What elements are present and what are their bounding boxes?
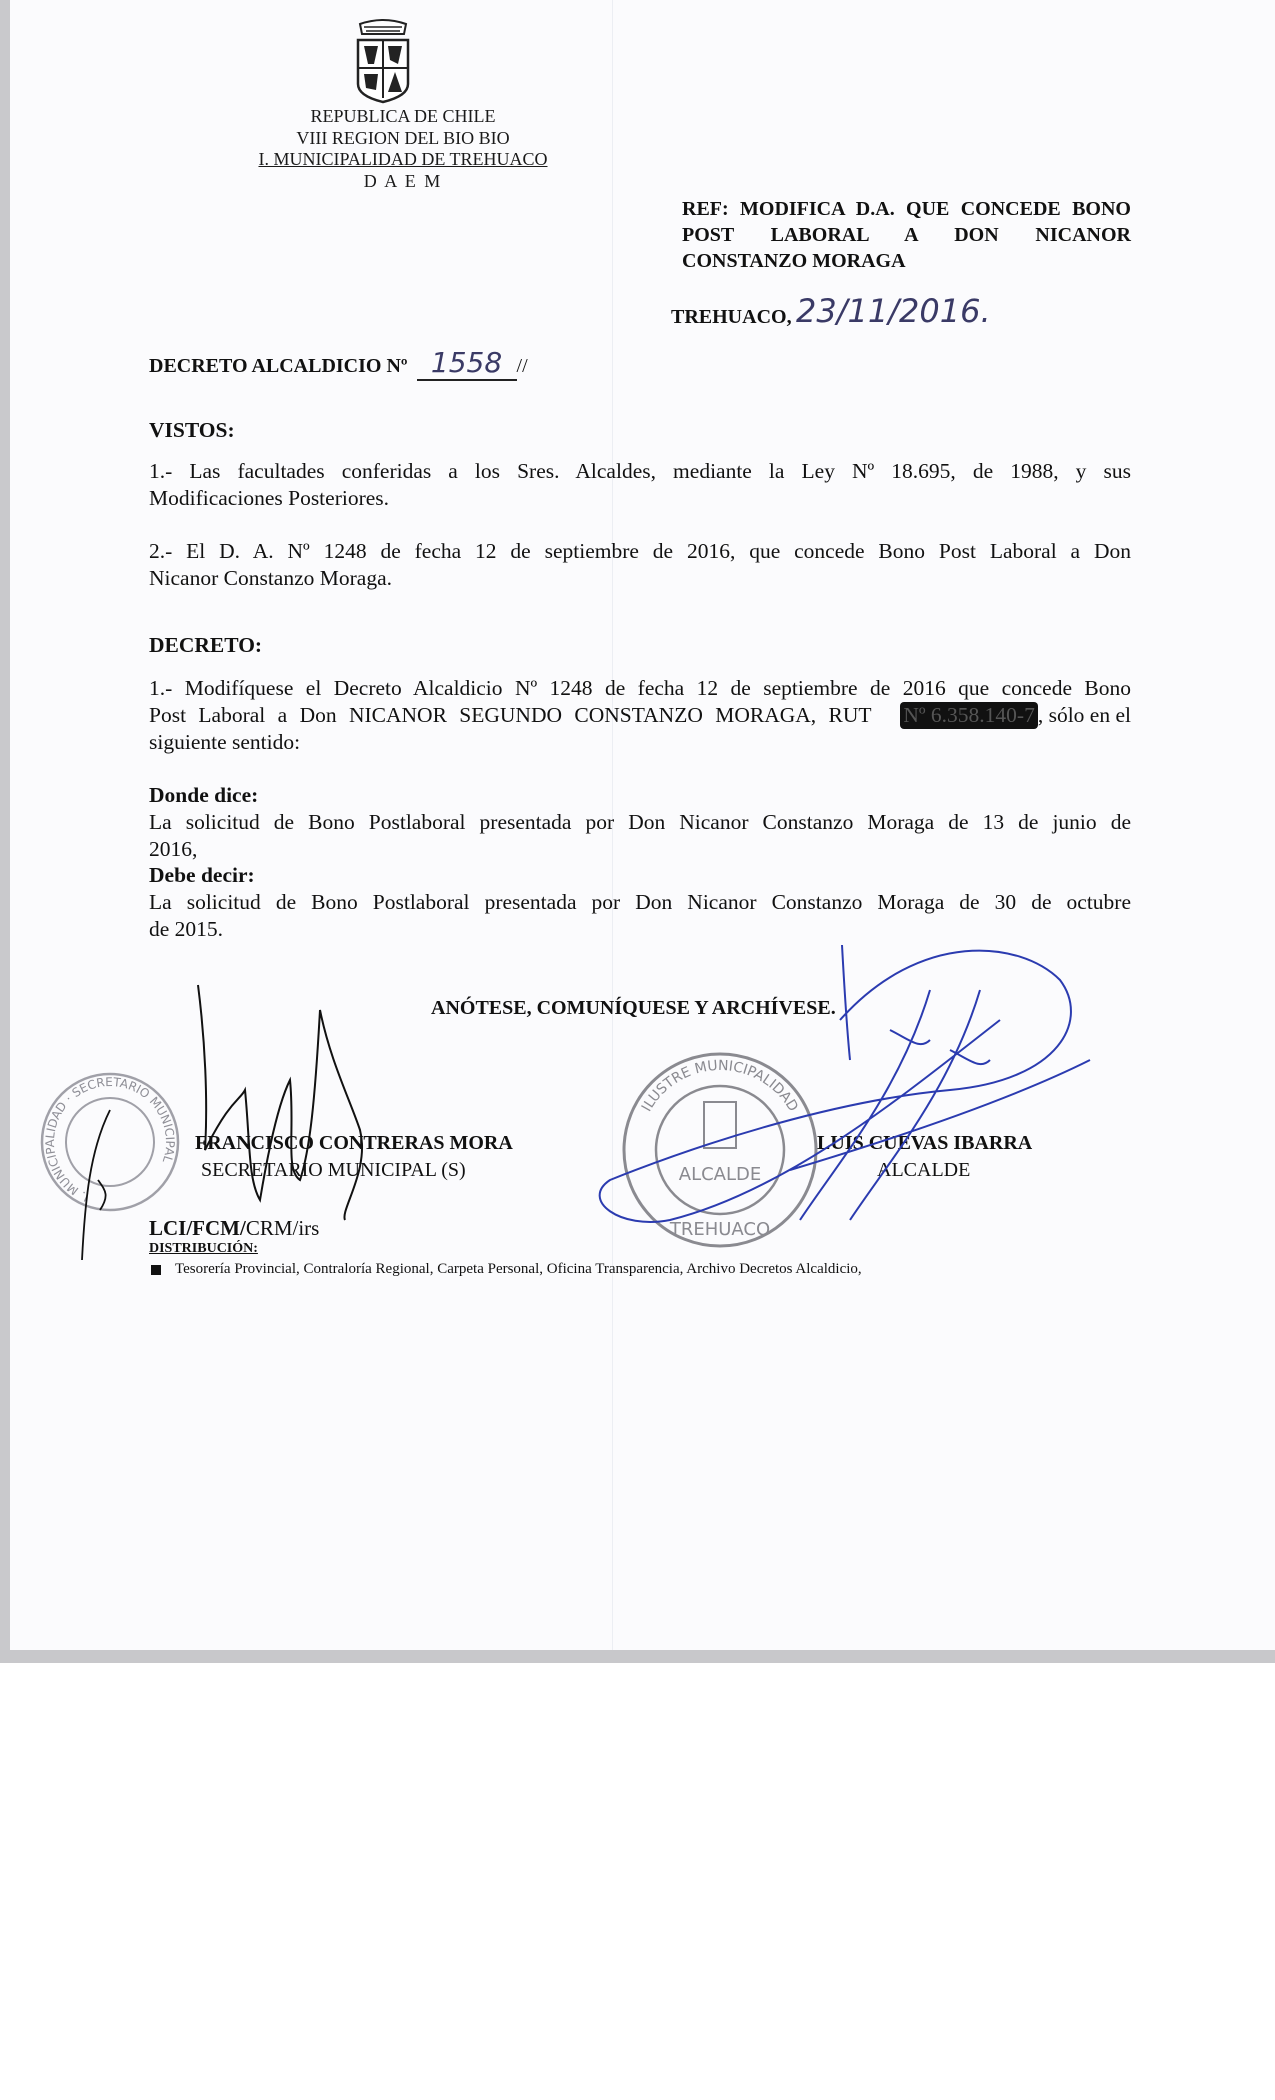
left-signatory-name: FRANCISCO CONTRERAS MORA — [195, 1132, 513, 1154]
redacted-rut: Nº 6.358.140-7 — [900, 702, 1037, 729]
distribution-title: DISTRIBUCIÓN: — [149, 1241, 258, 1256]
header-republica: REPUBLICA DE CHILE — [310, 106, 496, 126]
handwritten-date: 23/11/2016. — [796, 292, 991, 330]
decree-number-handwritten: 1558 — [417, 346, 517, 381]
vistos-item-1-line-1: 1.- Las facultades conferidas a los Sres. Alcaldes, mediante la Ley Nº 18.695, de 1988, y sus — [149, 459, 1131, 483]
decreto-item-1-line-3: siguiente sentido: — [149, 730, 301, 754]
mayor-signature — [590, 940, 1130, 1270]
right-signatory-name: LUIS CUEVAS IBARRA — [817, 1132, 1033, 1154]
donde-dice-title: Donde dice: — [149, 783, 259, 807]
initials-rest: CRM/irs — [245, 1216, 320, 1240]
coat-of-arms-icon — [352, 18, 414, 104]
debe-decir-line-2: de 2015. — [149, 917, 224, 941]
stamp-bottom-text: TREHUACO — [669, 1219, 771, 1240]
distribution-list: Tesorería Provincial, Contraloría Regional, Carpeta Personal, Oficina Transparencia, Archivo Decretos Alcaldicio, — [175, 1261, 862, 1277]
initials-bold: LCI/FCM/ — [149, 1216, 246, 1240]
decreto-title: DECRETO: — [149, 633, 263, 657]
distribution-item — [151, 1261, 862, 1278]
ref-line-3: CONSTANZO MORAGA — [682, 250, 906, 272]
decreto-item-1-line-1: 1.- Modifíquese el Decreto Alcaldicio Nº 1248 de fecha 12 de septiembre de 2016 que concede Bono — [149, 676, 1131, 700]
stamp-inner-text: ALCALDE — [678, 1164, 762, 1185]
donde-dice-line-2: 2016, — [149, 837, 198, 861]
header-region: VIII REGION DEL BIO BIO — [296, 128, 510, 148]
ref-line-1: REF: MODIFICA D.A. QUE CONCEDE BONO — [682, 198, 1131, 220]
vistos-title: VISTOS: — [149, 418, 235, 442]
debe-decir-title: Debe decir: — [149, 863, 255, 887]
right-signatory-title: ALCALDE — [877, 1159, 971, 1181]
ref-line-2: POST LABORAL A DON NICANOR — [682, 224, 1131, 246]
donde-dice-line-1: La solicitud de Bono Postlaboral presentada por Don Nicanor Constanzo Moraga de 13 de junio de — [149, 810, 1131, 834]
vistos-item-1-line-2: Modificaciones Posteriores. — [149, 486, 390, 510]
decree-label-text: DECRETO ALCALDICIO Nº — [149, 355, 408, 377]
decree-label — [149, 346, 528, 381]
place: TREHUACO, — [671, 306, 792, 328]
header-municipalidad: I. MUNICIPALIDAD DE TREHUACO — [258, 149, 548, 169]
bullet-square-icon — [151, 1265, 161, 1275]
debe-decir-line-1: La solicitud de Bono Postlaboral presentada por Don Nicanor Constanzo Moraga de 30 de octubre — [149, 890, 1131, 914]
decreto-item-1-line-2-end: , sólo en el — [1037, 703, 1131, 727]
initials — [149, 1216, 319, 1241]
vistos-item-2-line-1: 2.- El D. A. Nº 1248 de fecha 12 de septiembre de 2016, que concede Bono Post Laboral a Don — [149, 539, 1131, 563]
header-daem: D A E M — [363, 171, 443, 191]
vistos-item-2-line-2: Nicanor Constanzo Moraga. — [149, 566, 392, 590]
closing-formula: ANÓTESE, COMUNÍQUESE Y ARCHÍVESE. — [431, 997, 836, 1019]
left-stamp-text: I. MUNICIPALIDAD · SECRETARIO MUNICIPAL — [42, 1074, 178, 1205]
decreto-item-1-line-2-text: Post Laboral a Don NICANOR SEGUNDO CONSTANZO MORAGA, RUT — [149, 703, 872, 727]
page-edge — [0, 1650, 1275, 1663]
decreto-item-1-line-2 — [149, 702, 1131, 729]
decree-suffix: // — [516, 355, 528, 377]
left-signatory-title: SECRETARIO MUNICIPAL (S) — [201, 1159, 466, 1181]
stamp-outer-text: ILUSTRE MUNICIPALIDAD — [638, 1057, 801, 1115]
